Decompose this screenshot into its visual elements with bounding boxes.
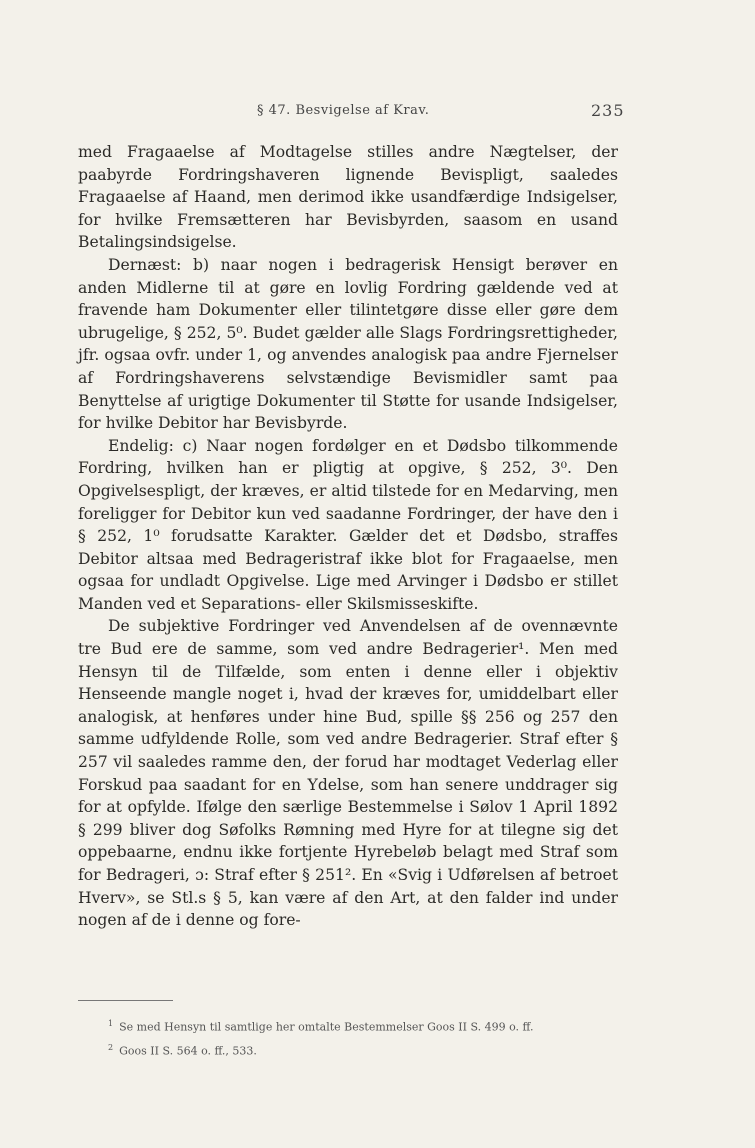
footnote [108, 1014, 628, 1038]
paragraph: De subjektive Fordringer ved Anvendelsen af de ovennævnte tre Bud ere de samme, som ved andre Bedragerier¹. Men med Hensyn til de Tilfælde, som enten i denne eller i objektiv Henseende mangle noget i, hvad der kræves for, umiddelbart eller analogisk, at henføres under hine Bud, spille §§ 256 og 257 den samme udfyldende Rolle, som ved andre Bedragerier. Straf efter § 257 vil saaledes ramme den, der forud har modtaget Vederlag eller Forskud paa saadant for en Ydelse, som han senere unddrager sig for at opfylde. Ifølge den særlige Bestemmelse i Sølov 1 April 1892 § 299 bliver dog Søfolks Rømning med Hyre for at tilegne sig det oppebaarne, endnu ikke fortjente Hyrebeløb belagt med Straf som for Bedrageri, ɔ: Straf efter § 251². En «Svig i Udførelsen af betroet Hverv», se Stl.s § 5, kan være af den Art, at den falder ind under nogen af de i denne og fore- [78, 617, 618, 930]
footnote-text: Se med Hensyn til samtlige her omtalte Bestemmelser Goos II S. 499 o. ff. [119, 1020, 534, 1034]
body-text [78, 141, 618, 932]
footnote-text: Goos II S. 564 o. ff., 533. [119, 1044, 257, 1058]
section-title: § 47. Besvigelse af Krav. [257, 103, 430, 118]
page-number: 235 [591, 101, 625, 120]
paragraph: Dernæst: b) naar nogen i bedragerisk Hensigt berøver en anden Midlerne til at gøre en lovlig Fordring gældende ved at fravende ham Dokumenter eller tilintetgøre disse eller gøre dem ubrugelige, § 252, 5⁰. Budet gælder alle Slags Fordringsrettigheder, jfr. ogsaa ovfr. under 1, og anvendes analogisk paa andre Fjernelser af Fordringshaverens selvstændige Bevismidler samt paa Benyttelse af urigtige Dokumenter til Støtte for usande Indsigelser, for hvilke Debitor har Bevisbyrde. [78, 255, 618, 433]
footnote-divider [78, 1000, 173, 1001]
paragraph: Endelig: c) Naar nogen fordølger en et Dødsbo tilkommende Fordring, hvilken han er pligtig at opgive, § 252, 3⁰. Den Opgivelsespligt, der kræves, er altid tilstede for en Medarving, men foreligger for Debitor kun ved saadanne Fordringer, der have den i § 252, 1⁰ forudsatte Karakter. Gælder det et Dødsbo, straffes Debitor altsaa med Bedrageristraf ikke blot for Fragaaelse, men ogsaa for undladt Opgivelse. Lige med Arvinger i Dødsbo er stillet Manden ved et Separations- eller Skilsmisseskifte. [78, 436, 618, 613]
footnote-mark: 1 [108, 1019, 114, 1028]
footnote-mark: 2 [108, 1042, 114, 1052]
footnotes [108, 1014, 628, 1061]
footnote [108, 1038, 628, 1062]
paragraph: med Fragaaelse af Modtagelse stilles andre Nægtelser, der paabyrde Fordringshaveren lignende Bevispligt, saaledes Fragaaelse af Haand, men derimod ikke usandfærdige Indsigelser, for hvilke Fremsætteren har Bevisbyrden, saasom en usand Betalingsindsigelse. [78, 143, 618, 252]
